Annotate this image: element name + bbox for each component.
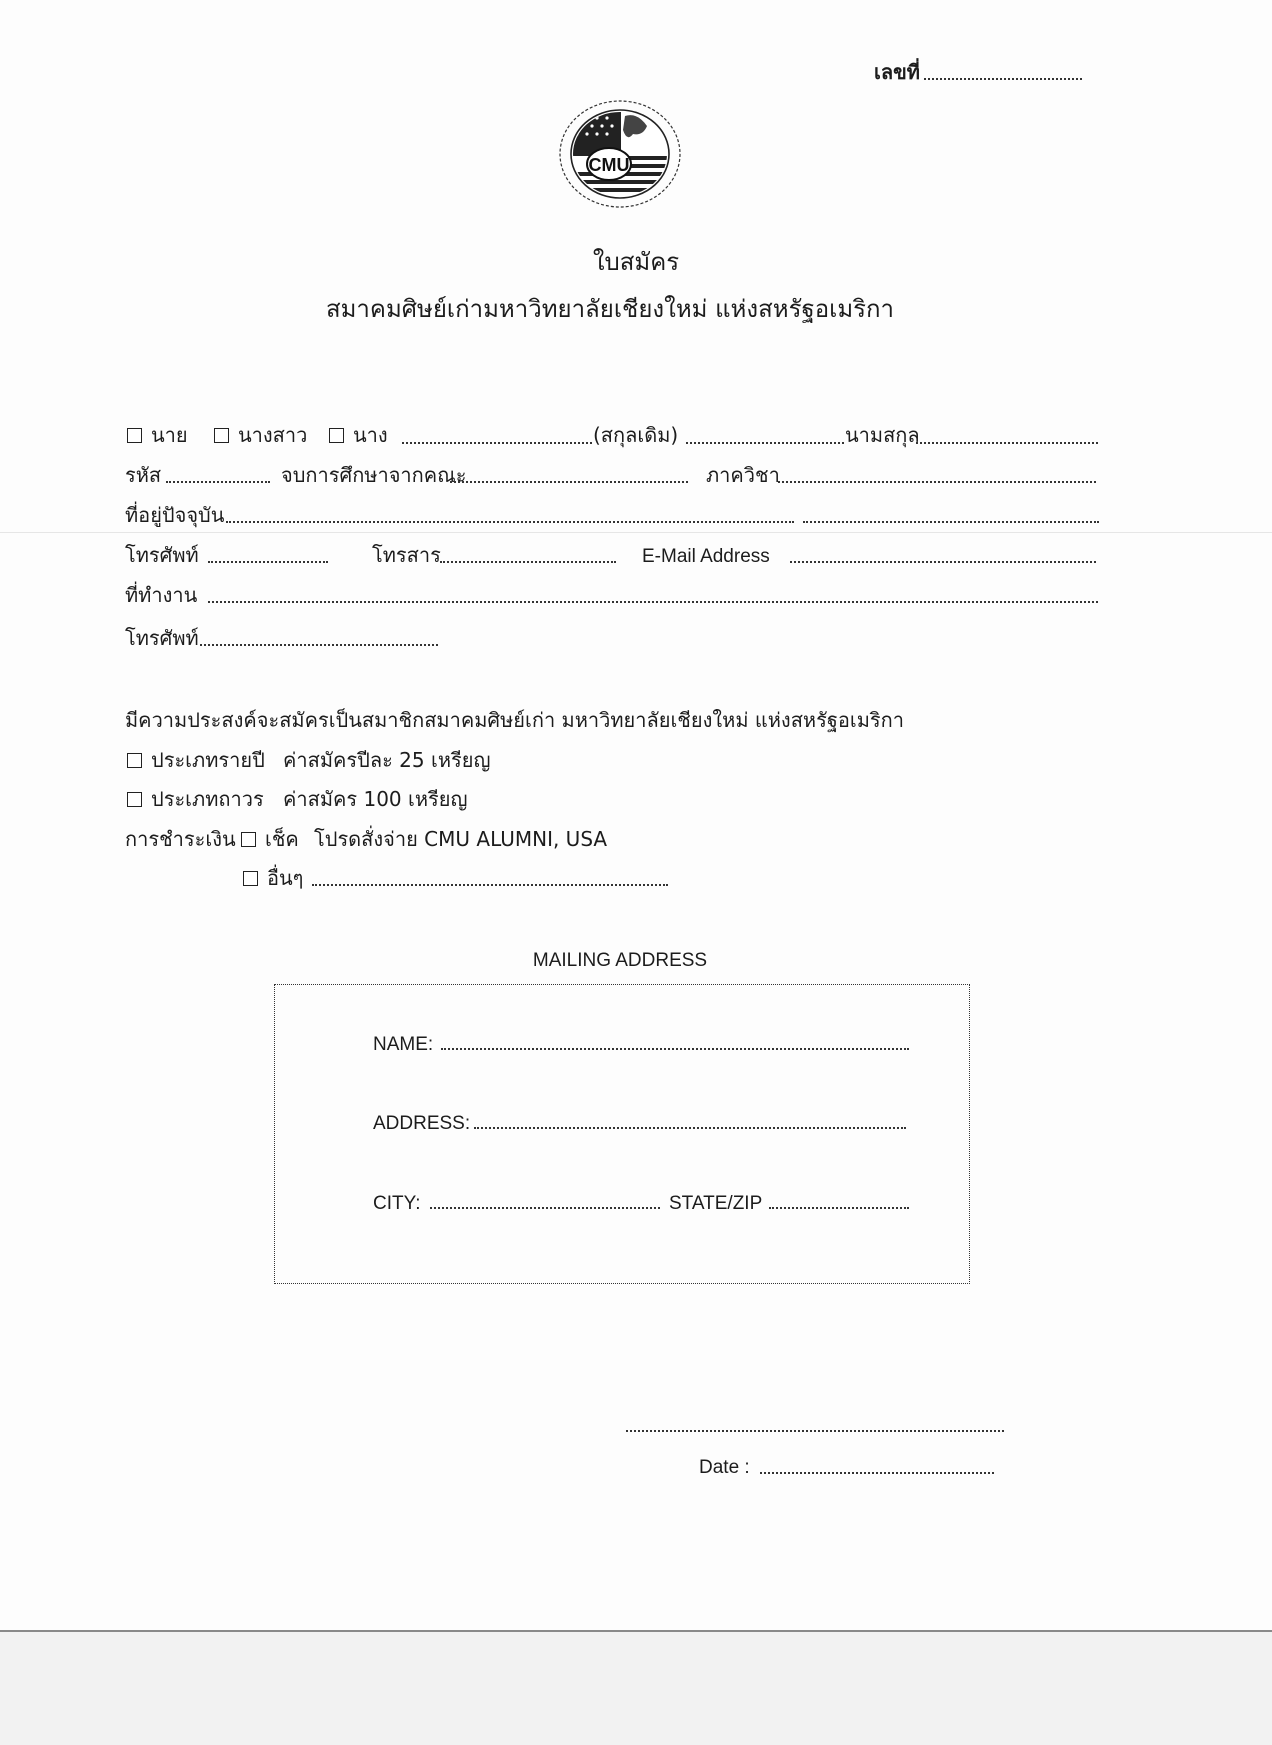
scanner-bottom-edge: [0, 1630, 1272, 1745]
annual-fee-text: ค่าสมัครปีละ 25 เหรียญ: [283, 748, 491, 772]
lifetime-membership-label: ประเภทถาวร: [151, 787, 264, 811]
email-label: E-Mail Address: [642, 546, 770, 567]
surname-label: นามสกุล: [845, 423, 920, 447]
surname-field[interactable]: [916, 442, 1098, 444]
phone-label: โทรศัพท์: [125, 543, 199, 567]
mailing-city-field[interactable]: [430, 1207, 660, 1209]
current-address-label: ที่อยู่ปัจจุบัน: [125, 503, 225, 527]
annual-membership-option[interactable]: [127, 750, 265, 770]
faculty-label: จบการศึกษาจากคณะ: [281, 463, 467, 487]
title-miss-label: นางสาว: [238, 423, 308, 447]
mailing-name-label: NAME:: [373, 1034, 434, 1055]
title-mrs-option[interactable]: [329, 425, 388, 445]
checkbox[interactable]: [241, 832, 256, 847]
payment-other-label: อื่นๆ: [267, 866, 304, 890]
maiden-name-field[interactable]: [686, 442, 844, 444]
checkbox[interactable]: [329, 428, 344, 443]
payment-check-option[interactable]: [241, 829, 299, 849]
title-miss-option[interactable]: [214, 425, 307, 445]
payment-label: การชำระเงิน: [125, 827, 236, 851]
mailing-address-field[interactable]: [474, 1127, 906, 1129]
payment-check-label: เช็ค: [265, 827, 299, 851]
first-name-field[interactable]: [402, 442, 592, 444]
form-subtitle: สมาคมศิษย์เก่ามหาวิทยาลัยเชียงใหม่ แห่งสหรัฐอเมริกา: [325, 295, 895, 323]
fax-field[interactable]: [440, 561, 616, 563]
phone-field[interactable]: [208, 561, 328, 563]
form-number-field[interactable]: [924, 78, 1082, 80]
mailing-name-field[interactable]: [441, 1048, 909, 1050]
faculty-field[interactable]: [450, 481, 688, 483]
department-label: ภาควิชา: [706, 463, 780, 487]
payment-other-option[interactable]: [243, 868, 303, 888]
student-code-field[interactable]: [166, 481, 270, 483]
mailing-state-zip-label: STATE/ZIP: [669, 1193, 763, 1214]
workplace-field[interactable]: [208, 601, 1098, 603]
checkbox[interactable]: [127, 428, 142, 443]
mailing-address-box: [274, 984, 970, 1284]
form-number-label: เลขที่: [874, 60, 920, 84]
date-label: Date :: [699, 1457, 750, 1478]
work-phone-field[interactable]: [200, 644, 438, 646]
signature-field[interactable]: [626, 1430, 1004, 1432]
checkbox[interactable]: [243, 871, 258, 886]
check-payee-text: โปรดสั่งจ่าย CMU ALUMNI, USA: [314, 827, 608, 851]
date-field[interactable]: [760, 1472, 994, 1474]
paper-fold-line: [0, 532, 1272, 533]
lifetime-fee-text: ค่าสมัคร 100 เหรียญ: [283, 787, 468, 811]
annual-membership-label: ประเภทรายปี: [151, 748, 265, 772]
checkbox[interactable]: [127, 792, 142, 807]
fax-label: โทรสาร: [372, 543, 441, 567]
mailing-address-heading: MAILING ADDRESS: [532, 950, 708, 971]
current-address-field[interactable]: [226, 521, 794, 523]
form-title: ใบสมัคร: [592, 248, 680, 276]
work-phone-label: โทรศัพท์: [125, 626, 199, 650]
title-mr-label: นาย: [151, 423, 188, 447]
title-mr-option[interactable]: [127, 425, 188, 445]
workplace-label: ที่ทำงาน: [125, 583, 198, 607]
membership-intent-text: มีความประสงค์จะสมัครเป็นสมาชิกสมาคมศิษย์เก่า มหาวิทยาลัยเชียงใหม่ แห่งสหรัฐอเมริกา: [125, 708, 904, 732]
checkbox[interactable]: [127, 753, 142, 768]
payment-other-field[interactable]: [312, 884, 668, 886]
cmu-alumni-seal-logo: [555, 96, 685, 212]
lifetime-membership-option[interactable]: [127, 789, 264, 809]
department-field[interactable]: [778, 481, 1096, 483]
email-field[interactable]: [790, 561, 1096, 563]
mailing-city-label: CITY:: [373, 1193, 421, 1214]
mailing-address-label: ADDRESS:: [373, 1113, 471, 1134]
maiden-name-label: (สกุลเดิม): [593, 423, 679, 447]
mailing-state-zip-field[interactable]: [769, 1207, 909, 1209]
seal-monogram: CMU: [588, 155, 630, 175]
current-address-field-2[interactable]: [803, 521, 1099, 523]
student-code-label: รหัส: [125, 463, 162, 487]
title-mrs-label: นาง: [353, 423, 388, 447]
checkbox[interactable]: [214, 428, 229, 443]
